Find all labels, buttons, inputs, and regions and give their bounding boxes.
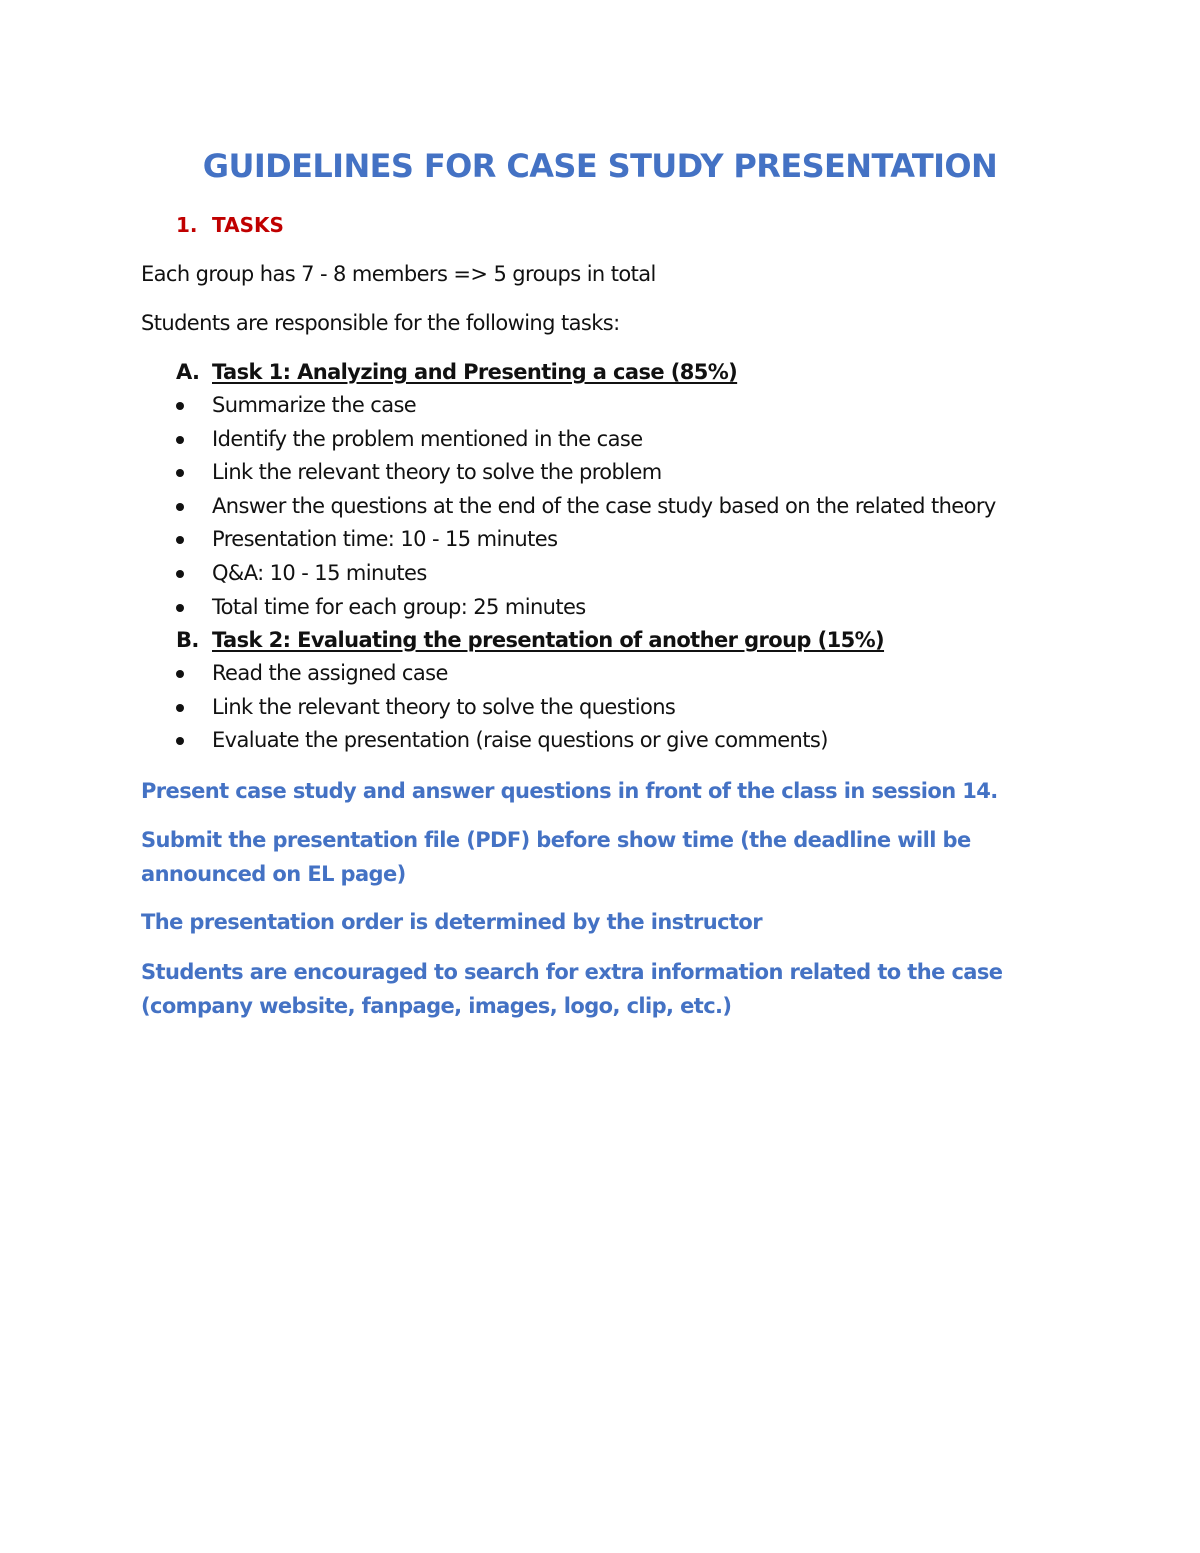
task-a-title: Task 1: Analyzing and Presenting a case (85%)	[212, 360, 738, 384]
bullet-icon	[176, 436, 184, 444]
list-item-text: Summarize the case	[212, 393, 417, 417]
bullet-icon	[176, 570, 184, 578]
task-b-letter: B.	[176, 628, 199, 652]
task-a-letter: A.	[176, 360, 200, 384]
bullet-icon	[176, 704, 184, 712]
list-item-text: Identify the problem mentioned in the case	[212, 426, 643, 451]
intro-responsibilities: Students are responsible for the following tasks:	[141, 311, 620, 335]
note-submit-file: Submit the presentation file (PDF) before show time (the deadline will be announced on EL page)	[141, 828, 971, 886]
list-item-text: Link the relevant theory to solve the problem	[212, 460, 662, 485]
list-item-text: Presentation time: 10 - 15 minutes	[212, 527, 558, 552]
list-item-text: Answer the questions at the end of the case study based on the related theory	[212, 493, 996, 518]
list-item-text: Evaluate the presentation (raise questions or give comments)	[212, 728, 828, 753]
task-a-heading	[176, 358, 737, 386]
document-title: GUIDELINES FOR CASE STUDY PRESENTATION	[202, 147, 998, 185]
section-title: TASKS	[212, 213, 284, 237]
list-item-text: Q&A: 10 - 15 minutes	[212, 560, 427, 585]
list-item-text: Total time for each group: 25 minutes	[212, 594, 586, 619]
bullet-icon	[176, 670, 184, 678]
task-b-heading	[176, 626, 884, 654]
bullet-icon	[176, 469, 184, 477]
note-extra-information: Students are encouraged to search for extra information related to the case (company website, fanpage, images, logo, clip, etc.)	[141, 960, 1003, 1018]
intro-group-size: Each group has 7 - 8 members => 5 groups in total	[141, 262, 656, 286]
task-b-title: Task 2: Evaluating the presentation of another group (15%)	[212, 628, 885, 652]
bullet-icon	[176, 402, 184, 410]
bullet-icon	[176, 536, 184, 544]
section-number: 1.	[176, 213, 198, 237]
bullet-icon	[176, 604, 184, 612]
section-heading-tasks	[176, 212, 284, 238]
list-item-text: Read the assigned case	[212, 661, 448, 685]
bullet-icon	[176, 737, 184, 745]
list-item-text: Link the relevant theory to solve the questions	[212, 694, 676, 719]
note-session: Present case study and answer questions in front of the class in session 14.	[141, 779, 998, 803]
note-presentation-order: The presentation order is determined by the instructor	[141, 910, 762, 934]
bullet-icon	[176, 503, 184, 511]
